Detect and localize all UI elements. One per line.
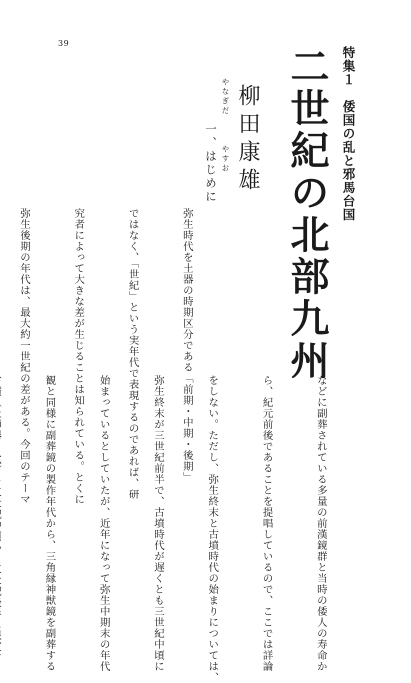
body-column-lower <box>43 375 366 683</box>
author-name: 柳田康雄 <box>235 84 260 196</box>
body-column-upper <box>17 208 232 505</box>
body-line: 始まっているとしていたが、近年になって弥生中期末の年代 <box>97 375 110 672</box>
body-line: 究者によって大きな差が生じることは知られている。とくに <box>72 208 85 505</box>
author-ruby-given: やすお <box>221 144 230 174</box>
section-heading: 一、はじめに <box>204 123 218 204</box>
body-line: 弥生時代を土器の時期区分である「前期・中期・後期」 <box>180 208 193 483</box>
author-block <box>220 78 270 198</box>
body-line: 弥生後期の年代は、最大約一世紀の差がある。今回のテーマ <box>17 208 30 505</box>
series-label: 特集１ 倭国の乱と邪馬台国 <box>341 46 356 222</box>
body-line: などに副葬されている多量の前漢鏡群と当時の倭人の寿命か <box>314 375 327 672</box>
body-line: ではなく、「世紀」という実年代で表現するのであれば、研 <box>126 208 139 500</box>
body-line: 観と同様に副葬鏡の製作年代から、三角縁神獣鏡を副葬する <box>43 375 56 672</box>
article-title: 二世紀の北部九州 <box>284 46 330 382</box>
body-line <box>0 375 4 580</box>
author-ruby-surname: やなぎだ <box>221 78 230 116</box>
page-number: 39 <box>58 39 70 48</box>
author-ruby <box>220 78 230 198</box>
body-line: ら、紀元前後であることを提唱しているので、ここでは詳論 <box>260 375 273 672</box>
body-line: をしない。ただし、弥生終末と古墳時代の始まりについては、 <box>206 375 219 683</box>
body-line: 弥生終末が三世紀前半で、古墳時代が遅くとも三世紀中頃に <box>151 375 164 672</box>
